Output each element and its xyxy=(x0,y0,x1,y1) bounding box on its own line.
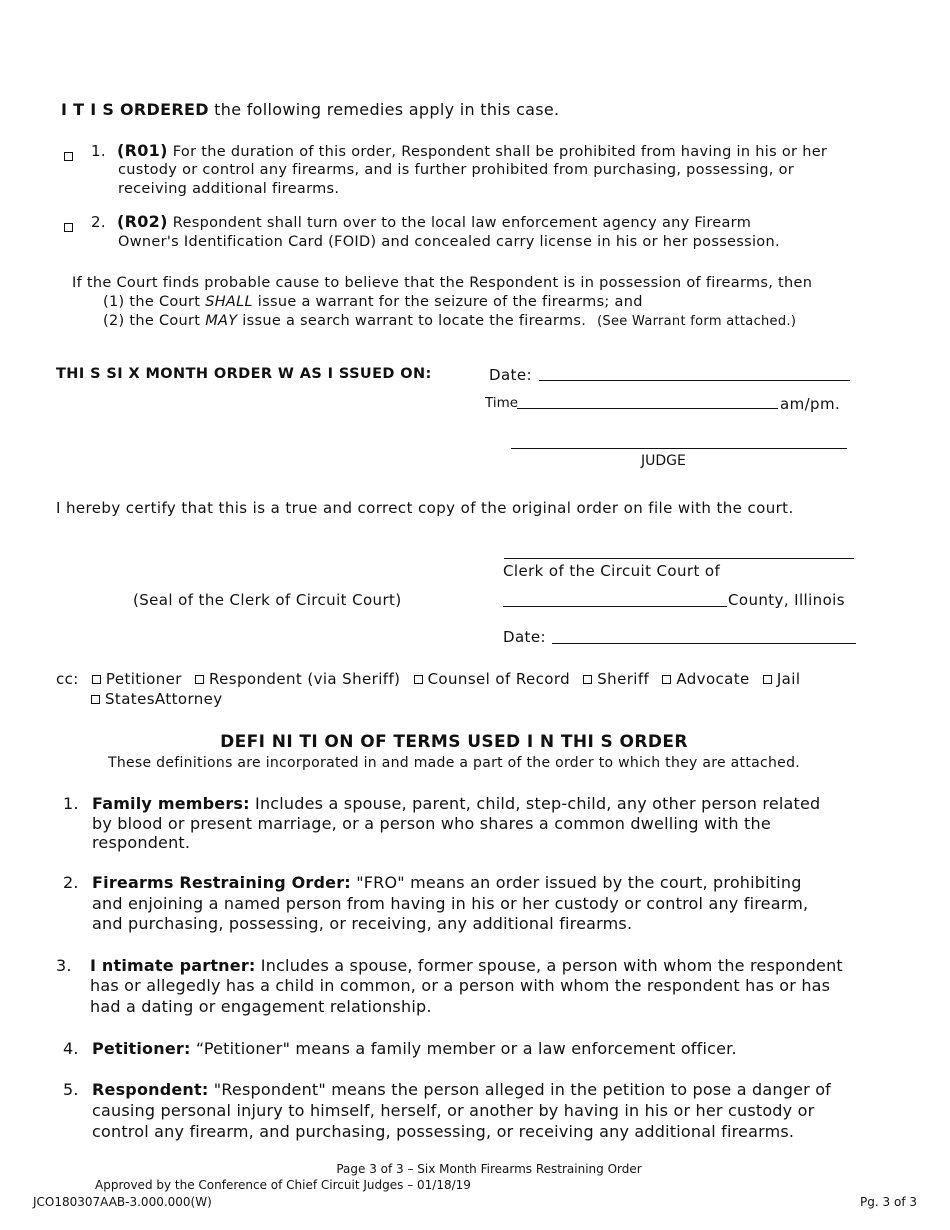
definition-text: "FRO" means an order issued by the court, prohibiting xyxy=(350,873,802,892)
cc-item-label: StatesAttorney xyxy=(105,690,223,708)
definition-term: Petitioner: xyxy=(92,1039,191,1058)
remedy-r02-checkbox[interactable] xyxy=(64,217,78,236)
emphasis-may: MAY xyxy=(205,313,238,329)
probable-cause-line xyxy=(103,292,643,312)
issued-time-label: Time xyxy=(485,395,519,411)
definition-line: control any firearm, and purchasing, possessing, or receiving any additional firearms. xyxy=(92,1122,795,1141)
cc-item-label: Counsel of Record xyxy=(427,670,571,688)
issued-date-label: Date: xyxy=(489,366,532,384)
cc-item-label: Petitioner xyxy=(105,670,182,688)
definition-line xyxy=(92,1080,831,1100)
definition-line: respondent. xyxy=(92,833,191,852)
definition-line xyxy=(92,873,802,893)
definition-term: I ntimate partner: xyxy=(90,956,256,975)
text-span: (1) the Court xyxy=(103,294,206,310)
footer-form-id: JCO180307AAB-3.000.000(W) xyxy=(33,1195,212,1209)
remedy-line: Respondent shall turn over to the local law enforcement agency any Firearm xyxy=(172,215,752,231)
definition-line: causing personal injury to himself, herself, or another by having in his or her custody or xyxy=(92,1101,815,1120)
county-label: County, Illinois xyxy=(728,591,845,609)
cc-item-respondent[interactable] xyxy=(195,670,400,688)
cc-item-petitioner[interactable] xyxy=(92,670,182,688)
cc-item-label: Sheriff xyxy=(597,670,650,688)
cc-item-label: Advocate xyxy=(676,670,750,688)
checkbox-icon[interactable] xyxy=(583,675,592,684)
checkbox-icon[interactable] xyxy=(64,223,73,232)
ordered-lead: I T I S ORDERED xyxy=(61,100,209,119)
checkbox-icon[interactable] xyxy=(662,675,671,684)
issued-heading: THI S SI X MONTH ORDER W AS I SSUED ON: xyxy=(56,366,432,382)
remedy-line: For the duration of this order, Respondent shall be prohibited from having in his or her xyxy=(172,144,828,160)
cc-item-states-attorney[interactable] xyxy=(91,690,223,708)
remedy-line: Owner's Identification Card (FOID) and concealed carry license in his or her possession. xyxy=(118,234,780,250)
clerk-label: Clerk of the Circuit Court of xyxy=(503,562,721,580)
definition-line xyxy=(90,956,843,976)
seal-label: (Seal of the Clerk of Circuit Court) xyxy=(133,591,402,609)
definition-text: Includes a spouse, parent, child, step-child, any other person related xyxy=(249,794,821,813)
probable-cause-line: If the Court finds probable cause to believe that the Respondent is in possession of firearms, then xyxy=(72,275,813,291)
definition-text: "Respondent" means the person alleged in the petition to pose a danger of xyxy=(208,1080,832,1099)
certify-text: I hereby certify that this is a true and correct copy of the original order on file with the court. xyxy=(56,499,794,517)
definitions-heading: DEFI NI TI ON OF TERMS USED I N THI S ORDER xyxy=(220,732,688,752)
certify-date-field[interactable] xyxy=(552,643,856,644)
cc-list xyxy=(56,670,800,688)
definition-text: Includes a spouse, former spouse, a person with whom the respondent xyxy=(255,956,843,975)
definition-number: 3. xyxy=(56,956,72,975)
remedy-code: (R01) xyxy=(117,141,168,160)
remedy-number: 2. xyxy=(91,213,106,231)
checkbox-icon[interactable] xyxy=(64,152,73,161)
definition-text: “Petitioner" means a family member or a law enforcement officer. xyxy=(190,1039,737,1058)
remedy-line: custody or control any firearms, and is further prohibited from purchasing, possessing, or xyxy=(118,162,795,178)
issued-date-field[interactable] xyxy=(539,380,850,381)
cc-item-label: Respondent (via Sheriff) xyxy=(209,670,401,688)
remedy-code: (R02) xyxy=(117,212,168,231)
definition-line: by blood or present marriage, or a person who shares a common dwelling with the xyxy=(92,814,771,833)
definition-line: and enjoining a named person from having in his or her custody or control any firearm, xyxy=(92,894,809,913)
warrant-note: (See Warrant form attached.) xyxy=(597,314,797,329)
footer-approved: Approved by the Conference of Chief Circuit Judges – 01/18/19 xyxy=(95,1178,471,1192)
ordered-statement xyxy=(61,100,559,119)
text-span: issue a warrant for the seizure of the firearms; and xyxy=(252,294,643,310)
definition-term: Firearms Restraining Order: xyxy=(92,873,351,892)
definition-line xyxy=(92,794,820,814)
checkbox-icon[interactable] xyxy=(414,675,423,684)
cc-item-label: Jail xyxy=(776,670,801,688)
issued-time-field[interactable] xyxy=(517,408,778,409)
cc-item-advocate[interactable] xyxy=(662,670,749,688)
checkbox-icon[interactable] xyxy=(195,675,204,684)
definition-number: 1. xyxy=(63,794,79,813)
county-field[interactable] xyxy=(503,606,727,607)
definition-number: 4. xyxy=(63,1039,79,1058)
cc-item-counsel[interactable] xyxy=(414,670,571,688)
definition-line xyxy=(92,1039,737,1059)
remedy-r01-checkbox[interactable] xyxy=(64,146,78,165)
probable-cause-line xyxy=(103,311,796,332)
checkbox-icon[interactable] xyxy=(763,675,772,684)
definitions-subheading: These definitions are incorporated in and made a part of the order to which they are attached. xyxy=(107,755,801,771)
footer-page-number: Pg. 3 of 3 xyxy=(860,1195,917,1209)
definition-number: 5. xyxy=(63,1080,79,1099)
footer-page-title: Page 3 of 3 – Six Month Firearms Restraining Order xyxy=(336,1162,642,1176)
clerk-signature-field[interactable] xyxy=(504,558,854,559)
cc-item-jail[interactable] xyxy=(763,670,801,688)
text-span: issue a search warrant to locate the firearms. xyxy=(237,313,587,329)
remedy-r02-first-line xyxy=(91,212,751,233)
judge-label: JUDGE xyxy=(641,453,686,469)
emphasis-shall: SHALL xyxy=(205,294,253,310)
definition-line: has or allegedly has a child in common, or a person with whom the respondent has or has xyxy=(90,976,831,995)
definition-term: Respondent: xyxy=(92,1080,209,1099)
remedy-number: 1. xyxy=(91,142,106,160)
judge-signature-field[interactable] xyxy=(511,448,847,449)
cc-label: cc: xyxy=(56,670,79,688)
definition-line: and purchasing, possessing, or receiving, any additional firearms. xyxy=(92,914,633,933)
ordered-rest: the following remedies apply in this case. xyxy=(208,100,560,119)
certify-date-label: Date: xyxy=(503,628,546,646)
cc-item-sheriff[interactable] xyxy=(583,670,649,688)
checkbox-icon[interactable] xyxy=(92,675,101,684)
definition-number: 2. xyxy=(63,873,79,892)
definition-term: Family members: xyxy=(92,794,250,813)
remedy-line: receiving additional firearms. xyxy=(118,181,340,197)
definition-line: had a dating or engagement relationship. xyxy=(90,997,432,1016)
text-span: (2) the Court xyxy=(103,313,206,329)
checkbox-icon[interactable] xyxy=(91,695,100,704)
issued-ampm: am/pm. xyxy=(780,395,841,413)
remedy-r01-first-line xyxy=(91,141,827,162)
